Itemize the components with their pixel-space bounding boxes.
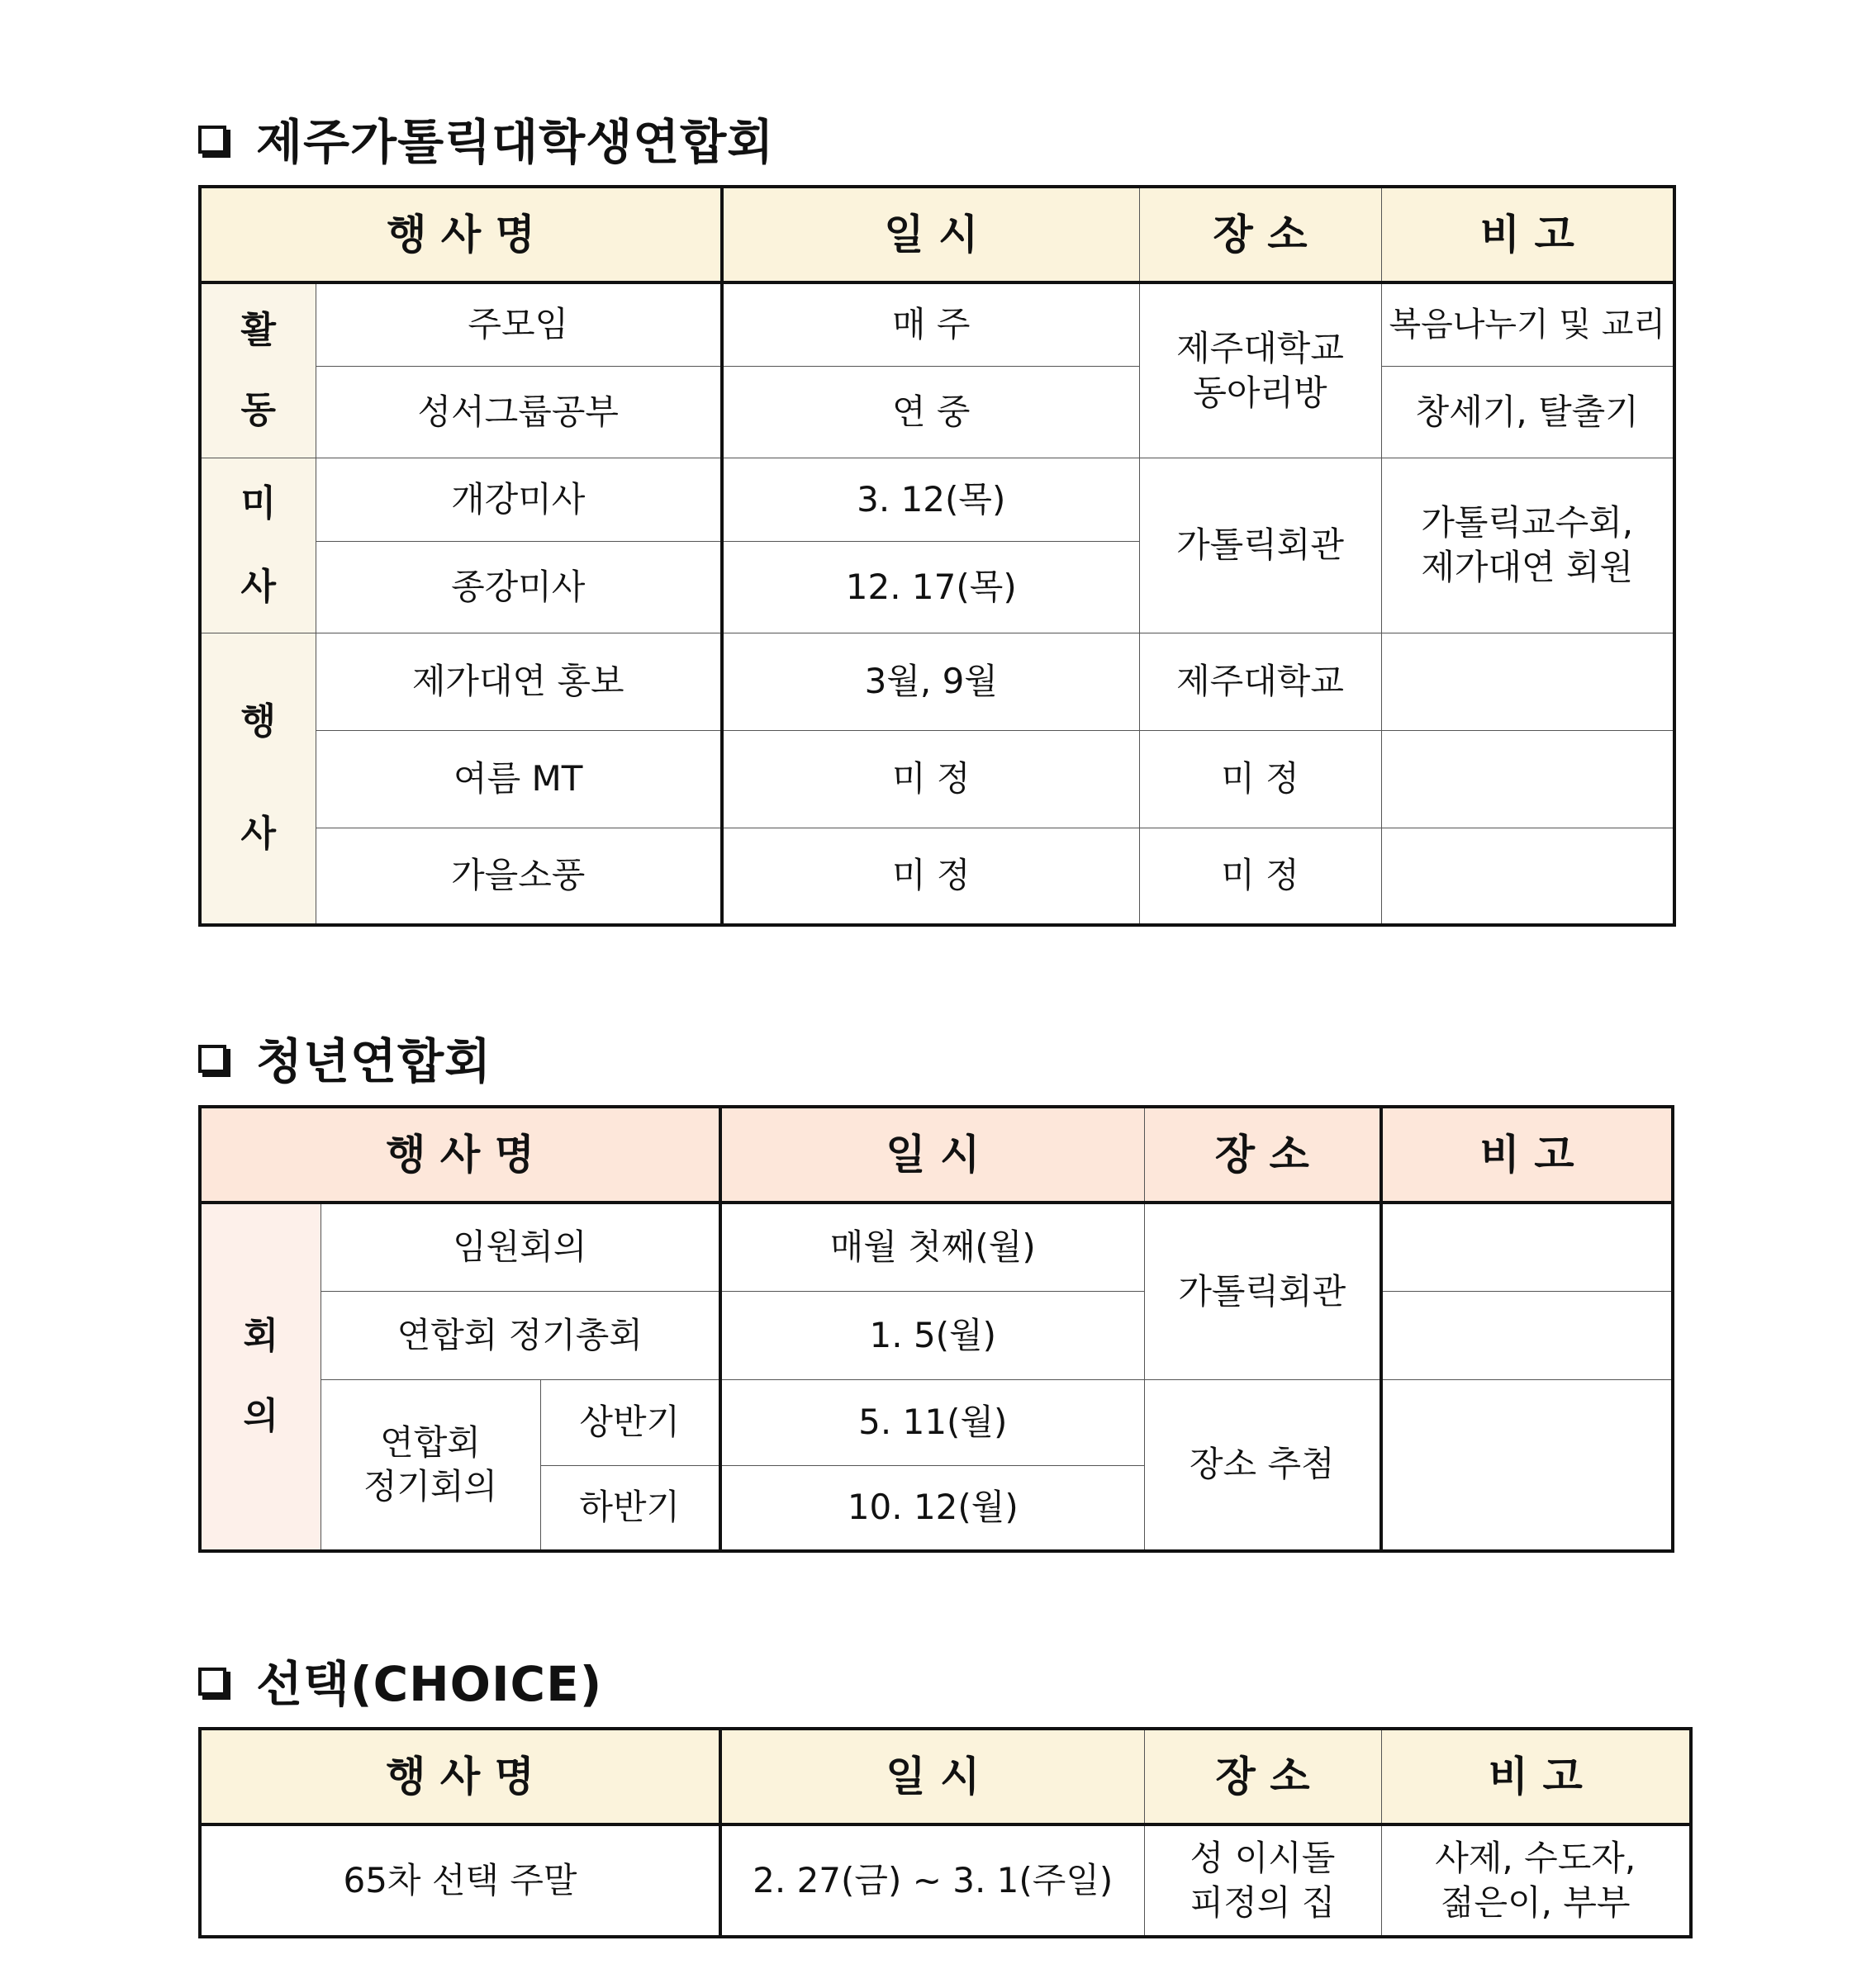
group-label-meeting: 회 의	[200, 1203, 321, 1551]
event-date: 3. 12(목)	[722, 458, 1139, 541]
event-name: 연합회 정기총회	[321, 1291, 720, 1379]
event-name: 제가대연 홍보	[316, 633, 722, 730]
event-name: 성서그룹공부	[316, 366, 722, 458]
event-name: 종강미사	[316, 541, 722, 633]
event-note: 사제, 수도자, 젊은이, 부부	[1381, 1824, 1691, 1937]
section-title-student-union: 제주가톨릭대학생연합회	[198, 103, 774, 173]
event-place: 장소 추첨	[1144, 1379, 1381, 1551]
table-row	[200, 730, 1674, 828]
section-title-choice: 선택(CHOICE)	[198, 1645, 602, 1715]
header-date: 일 시	[720, 1107, 1144, 1203]
event-note	[1381, 633, 1674, 730]
event-note	[1381, 828, 1674, 925]
table-row	[200, 1203, 1673, 1291]
event-date: 미 정	[722, 730, 1139, 828]
event-date: 연 중	[722, 366, 1139, 458]
event-note: 가톨릭교수회, 제가대연 회원	[1381, 458, 1674, 633]
header-event-name: 행 사 명	[200, 1107, 720, 1203]
event-note	[1381, 730, 1674, 828]
event-place: 성 이시돌 피정의 집	[1144, 1824, 1381, 1937]
event-note: 창세기, 탈출기	[1381, 366, 1674, 458]
table-row	[200, 1379, 1673, 1465]
checkbox-square-icon	[198, 1668, 226, 1696]
table-row	[200, 458, 1674, 541]
event-place: 제주대학교 동아리방	[1139, 282, 1381, 458]
header-note: 비 고	[1381, 1107, 1673, 1203]
event-date: 5. 11(월)	[720, 1379, 1144, 1465]
event-name: 여름 MT	[316, 730, 722, 828]
event-name: 주모임	[316, 282, 722, 366]
event-note	[1381, 1379, 1673, 1551]
table-row	[200, 282, 1674, 366]
header-note: 비 고	[1381, 187, 1674, 282]
header-event-name: 행 사 명	[200, 1729, 720, 1824]
group-label-activity: 활 동	[200, 282, 316, 458]
table-header-row	[200, 1107, 1673, 1203]
event-date: 1. 5(월)	[720, 1291, 1144, 1379]
table-header-row	[200, 1729, 1691, 1824]
half-year-label: 상반기	[540, 1379, 720, 1465]
student-union-table	[198, 185, 1676, 927]
event-note	[1381, 1291, 1673, 1379]
header-note: 비 고	[1381, 1729, 1691, 1824]
half-year-label: 하반기	[540, 1465, 720, 1551]
event-place: 가톨릭회관	[1139, 458, 1381, 633]
event-name: 가을소풍	[316, 828, 722, 925]
event-note	[1381, 1203, 1673, 1291]
event-name-regular-meeting: 연합회 정기회의	[321, 1379, 540, 1551]
header-place: 장 소	[1144, 1107, 1381, 1203]
event-name: 65차 선택 주말	[200, 1824, 720, 1937]
header-date: 일 시	[720, 1729, 1144, 1824]
table-header-row	[200, 187, 1674, 282]
table-row	[200, 633, 1674, 730]
group-label-event: 행 사	[200, 633, 316, 925]
event-date: 2. 27(금) ~ 3. 1(주일)	[720, 1824, 1144, 1937]
table-row	[200, 1824, 1691, 1937]
section-title-youth-union: 청년연합회	[198, 1022, 491, 1092]
event-place: 제주대학교	[1139, 633, 1381, 730]
header-date: 일 시	[722, 187, 1139, 282]
event-date: 12. 17(목)	[722, 541, 1139, 633]
event-place: 가톨릭회관	[1144, 1203, 1381, 1379]
choice-table	[198, 1727, 1693, 1938]
header-place: 장 소	[1139, 187, 1381, 282]
event-date: 3월, 9월	[722, 633, 1139, 730]
event-place: 미 정	[1139, 828, 1381, 925]
checkbox-square-icon	[198, 126, 226, 154]
event-date: 매월 첫째(월)	[720, 1203, 1144, 1291]
header-event-name: 행 사 명	[200, 187, 722, 282]
youth-union-table	[198, 1105, 1674, 1553]
checkbox-square-icon	[198, 1045, 226, 1073]
header-place: 장 소	[1144, 1729, 1381, 1824]
event-place: 미 정	[1139, 730, 1381, 828]
event-name: 개강미사	[316, 458, 722, 541]
table-row	[200, 1291, 1673, 1379]
event-date: 매 주	[722, 282, 1139, 366]
event-note: 복음나누기 및 교리	[1381, 282, 1674, 366]
event-name: 임원회의	[321, 1203, 720, 1291]
group-label-mass: 미 사	[200, 458, 316, 633]
table-row	[200, 828, 1674, 925]
event-date: 미 정	[722, 828, 1139, 925]
table-row	[200, 366, 1674, 458]
event-date: 10. 12(월)	[720, 1465, 1144, 1551]
